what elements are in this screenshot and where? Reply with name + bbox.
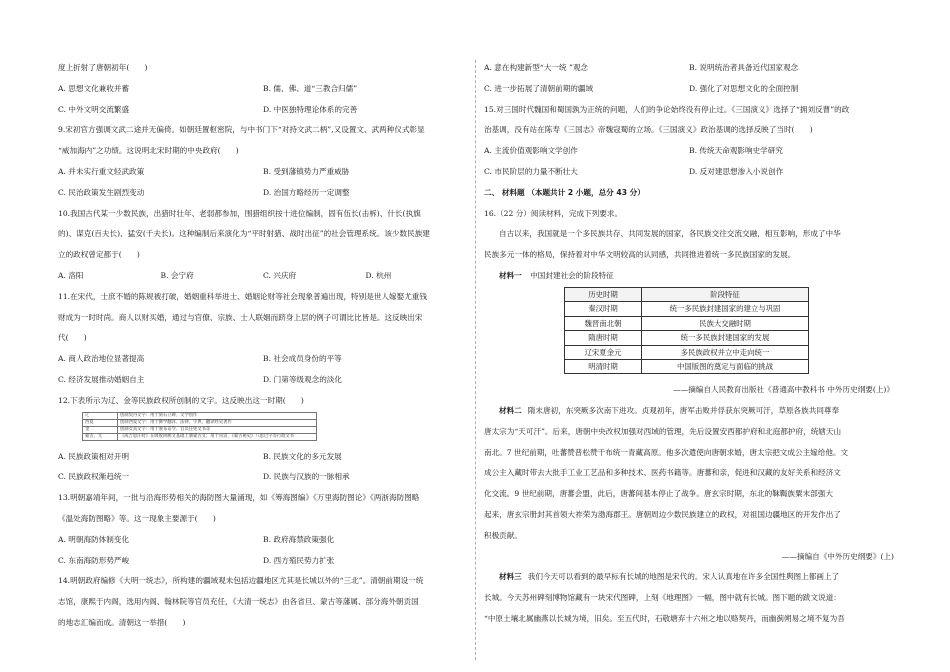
table-row bbox=[83, 419, 317, 426]
q14-option-c: C. 进一步拓展了清朝前期的疆域 bbox=[484, 83, 594, 93]
q16-intro-2: 民族多元一体的格局，保持着对中华文明较高的认同感，共同推进着统一多民族国家的发展。 bbox=[484, 250, 796, 260]
section-2-heading: 二、 材料题 （本题共计 2 小题，总分 43 分） bbox=[484, 187, 645, 197]
material-3-line-2: 长城。今天苏州碑刻博物馆藏有一块宋代图碑，上刻《地理图》一幅，图中就有长城。图下题的跋文说道： bbox=[484, 593, 841, 603]
table-row bbox=[565, 316, 809, 330]
table-row bbox=[565, 302, 809, 316]
table-cell: 统一多民族封建国家的建立与巩固 bbox=[642, 302, 809, 316]
table-cell: 隋唐时期 bbox=[565, 331, 642, 345]
table-cell: 西夏 bbox=[83, 419, 118, 426]
q10-options bbox=[58, 270, 468, 281]
q12-option-b: B. 民族文化的多元发展 bbox=[263, 451, 342, 461]
q10-line-1: 10.我国古代某一少数民族，出猎时壮年、老弱都参加，围猎组织按十进位编制，固有伍长(击柝)、什长(执旗 bbox=[58, 208, 421, 218]
table-row bbox=[83, 426, 317, 433]
q15-option-c: C. 市民阶层的力量不断壮大 bbox=[484, 166, 578, 176]
stage-table bbox=[564, 287, 809, 374]
table-cell: 《成吉思汗时》在吸收回鹘文基础上制蒙古文；用于帛诏、《蒙古秘史》八思巴字等行政文书 bbox=[118, 433, 317, 440]
material-2-line-4: 成公主入藏时带去大批手工业工艺品和多种技术、医药书籍等。唐蕃和亲，促进和汉藏的友好关系和经济文 bbox=[484, 468, 841, 478]
q12-options bbox=[58, 451, 468, 462]
table-cell: 多民族政权并立中走向统一 bbox=[642, 345, 809, 359]
q11-options-2 bbox=[58, 374, 468, 385]
right-column bbox=[484, 62, 894, 624]
q15-option-b: B. 传统天命观影响史学研究 bbox=[689, 146, 783, 156]
material-2-line-3: 南北。7 世纪前期，吐蕃赞普松赞干布统一青藏高原。他多次遣使向唐朝求婚，唐太宗把文成公主嫁给他。文 bbox=[484, 447, 849, 457]
q9-line-1: 9.宋初官方强调文武二途并无偏倚。如朝廷置枢密院，与中书门下“对持文武二柄”,又设置文、武两种仪式彰显 bbox=[58, 125, 425, 135]
material-2-line-1 bbox=[484, 405, 894, 416]
q14-option-a: A. 意在构建新型“大一统 ”观念 bbox=[484, 63, 589, 72]
table-cell: 金 bbox=[83, 426, 118, 433]
q10-option-a: A. 洛阳 bbox=[58, 270, 84, 280]
q11-option-a: A. 商人政治地位显著提高 bbox=[58, 354, 145, 364]
q8-option-b: B. 儒、佛、道“三教合归儒” bbox=[263, 83, 358, 93]
q8-options bbox=[58, 83, 468, 94]
material-1-header bbox=[484, 270, 894, 281]
q15-options-2 bbox=[484, 166, 894, 177]
table-row bbox=[565, 287, 809, 301]
q13-option-c: C. 东南海防形势严峻 bbox=[58, 555, 130, 565]
table-cell: 蒙古、元 bbox=[83, 433, 118, 440]
q12-option-d: D. 民族与汉族的一脉相承 bbox=[263, 472, 350, 482]
material-2-label: 材料二 bbox=[499, 406, 522, 415]
table-row bbox=[565, 331, 809, 345]
table-row bbox=[565, 345, 809, 359]
table-row bbox=[83, 412, 317, 419]
q13-line-1: 13.明朝嘉靖年间，一批与沿海形势相关的海防图大量涌现，如《筹海图编》《万里海防图论》《两浙海防图略 bbox=[58, 493, 420, 503]
q12-script-table bbox=[82, 412, 317, 441]
table-row bbox=[565, 360, 809, 374]
material-2-line-6: 起来，唐玄宗册封其首领大祚荣为渤海郡王。唐朝周边少数民族建立的政权，对祖国边疆地区的开发作出了 bbox=[484, 509, 841, 519]
q15-options bbox=[484, 145, 894, 156]
q8-tail: 度上折射了唐朝初年( ) bbox=[58, 63, 148, 72]
material-1-title: 中国封建社会的阶段特征 bbox=[530, 270, 614, 280]
material-1-label: 材料一 bbox=[499, 270, 522, 280]
q9-option-c: C. 民治政策发生剧烈变动 bbox=[58, 187, 145, 197]
q13-option-a: A. 明朝海防体制变化 bbox=[58, 534, 130, 544]
q16-intro-1: 自古以来，我国就是一个多民族共存、共同发展的国家，各民族交往交流交融，相互影响，形成了中华 bbox=[499, 229, 841, 239]
q10-option-c: C. 兴庆府 bbox=[263, 270, 297, 280]
q8-option-c: C. 中外文明交流繁盛 bbox=[58, 104, 130, 114]
table-row bbox=[83, 433, 317, 440]
q15-line-2: 治基调，没有站在陈寿《三国志》帝魏寇蜀的立场。《三国演义》政治基调的选择反映了当时( ) bbox=[484, 125, 813, 135]
table-cell: 创制西夏文字：用于佛学翻译、法律、字典、翻译经史著作 bbox=[118, 419, 317, 426]
q13-options bbox=[58, 534, 468, 545]
q15-option-d: D. 反对建思想渗入小说创作 bbox=[689, 166, 784, 176]
q12-option-a: A. 民族政策相对开明 bbox=[58, 451, 130, 461]
table-cell: 明清时期 bbox=[565, 360, 642, 374]
q14-option-d: D. 强化了对思想文化的全面控制 bbox=[689, 83, 799, 93]
q14-line-3: 的地志汇编而成。清朝这一举措( ) bbox=[58, 617, 186, 627]
left-column bbox=[58, 62, 468, 628]
q15-line-1: 15.对三国时代魏国和蜀国孰为正统的问题，人们的争论始终没有停止过。《三国演义》选择了“拥刘反曹”的政 bbox=[484, 104, 850, 114]
q13-options-2 bbox=[58, 555, 468, 566]
q11-option-d: D. 门第等级观念的淡化 bbox=[263, 374, 342, 384]
material-3-text: 我们今天可以看到的最早标有长城的地图是宋代的。宋人认真地在许多全国性舆图上都画上了 bbox=[527, 572, 840, 582]
table-cell: 民族大交融时期 bbox=[642, 316, 809, 330]
q10-line-3: 立的政权曾定都于( ) bbox=[58, 250, 140, 260]
q9-option-d: D. 治国方略经历一定调整 bbox=[263, 187, 350, 197]
q13-option-d: D. 西方殖民势力扩张 bbox=[263, 555, 335, 565]
material-3-label: 材料三 bbox=[499, 572, 522, 582]
q11-line-1: 11.在宋代，士庶不婚的陈规被打破，婚姻重科举进士、婚姻论财等社会现象普遍出现，特别是世人嫁娶尤重钱 bbox=[58, 291, 427, 301]
q14-option-b: B. 说明统治者具备近代国家观念 bbox=[689, 63, 799, 72]
q9-option-a: A. 并未实行重文轻武政策 bbox=[58, 166, 145, 176]
q9-options-2 bbox=[58, 187, 468, 198]
q15-option-a: A. 主流价值观影响文学创作 bbox=[484, 146, 578, 156]
material-3-line-1 bbox=[484, 571, 894, 582]
table-cell: 阶段特征 bbox=[642, 287, 809, 301]
table-cell: 魏晋南北朝 bbox=[565, 316, 642, 330]
table-cell: 创制契丹文字：用于刻石立碑、文学创作 bbox=[118, 412, 317, 419]
q10-option-d: D. 杭州 bbox=[365, 270, 392, 280]
table-cell: 辽 bbox=[83, 412, 118, 419]
q8-option-d: D. 中医独特理论体系的完善 bbox=[263, 104, 358, 114]
q16-heading: 16.（22 分）阅读材料，完成下列要求。 bbox=[484, 208, 623, 218]
column-divider bbox=[475, 60, 476, 660]
q11-option-b: B. 社会成员身份的平等 bbox=[263, 354, 342, 364]
material-2-line-7: 积极贡献。 bbox=[484, 530, 522, 540]
table-cell: 历史时期 bbox=[565, 287, 642, 301]
q9-option-b: B. 受到藩镇势力严重威胁 bbox=[263, 166, 350, 176]
q8-option-a: A. 思想文化兼收并蓄 bbox=[58, 83, 130, 93]
q9-line-2: “威加海内”之功绩。这说明北宋时期的中央政府( ) bbox=[58, 146, 239, 156]
q14-line-1: 14.明朝政府编修《大明一统志》，所构建的疆域观未包括边疆地区尤其是长城以外的“三北”。清朝前期设一统 bbox=[58, 576, 424, 586]
table-cell: 辽宋夏金元 bbox=[565, 345, 642, 359]
q11-line-3: 代( ) bbox=[58, 333, 87, 343]
material-2-text: 隋末唐初，东突厥多次南下进攻。贞观初年，唐军击败并俘获东突厥可汗，草原各族共同尊奉 bbox=[527, 406, 840, 415]
table-cell: 创制女真文字：用于颁布诏令、官员任免文书等 bbox=[118, 426, 317, 433]
table-cell: 秦汉时期 bbox=[565, 302, 642, 316]
q12-options-2 bbox=[58, 471, 468, 482]
q13-line-2: 《温处海防图略》等。这一现象主要源于( ) bbox=[58, 513, 216, 523]
material-2-source: ——摘编自《中外历史纲要》(上) bbox=[781, 551, 894, 561]
q14-options-2 bbox=[484, 83, 894, 94]
q9-options bbox=[58, 166, 468, 177]
material-3-line-3: “中原土壤北属幽燕以长城为境，旧矣。至五代时，石敬塘弃十六州之地以赂契丹，而幽蓟朔易之境不复为吾 bbox=[484, 613, 845, 623]
q13-option-b: B. 政府海禁政策强化 bbox=[263, 534, 335, 544]
q11-line-2: 财成为一时时尚。商人以财买婚，通过与官僚、宗族、士人联姻而跻身上层的例子可谓比比皆是。这反映出宋 bbox=[58, 312, 423, 322]
material-2-line-2: 唐太宗为“天可汗”。后来，唐朝中央改权加强对西域的管理，先后设置安西都护府和北庭都护府，统辖天山 bbox=[484, 426, 842, 436]
q11-options bbox=[58, 353, 468, 364]
q12-option-c: C. 民族政权渐趋统一 bbox=[58, 472, 130, 482]
material-2-line-5: 化交流。9 世纪前期，唐蕃会盟，此后，唐蕃间基本停止了战争。唐玄宗时期，东北的靺鞨族粟末部强大 bbox=[484, 489, 833, 499]
q11-option-c: C. 经济发展推动婚姻自主 bbox=[58, 374, 145, 384]
q10-line-2: 的)、谋克(百夫长)、猛安(千夫长)。这种编制后来演化为“平时射猎、战时出征”的社会管理系统。该少数民族建 bbox=[58, 229, 430, 239]
q14-options bbox=[484, 62, 894, 73]
q14-line-2: 志馆，康熙于内阁，选用内阁、翰林院等官员充任，《大清一统志》由各省旦、蒙古等藩属、部分海外朝贡国 bbox=[58, 597, 419, 607]
table-cell: 统一多民族封建国家的发展 bbox=[642, 331, 809, 345]
q8-options-2 bbox=[58, 104, 468, 115]
material-1-source: ——摘编自人民教育出版社《普通高中教科书 中外历史纲要(上)》 bbox=[673, 385, 894, 395]
q12-stem: 12.下表所示为辽、金等民族政权所创制的文字。这反映出这一时期( ) bbox=[58, 395, 304, 405]
table-cell: 中国版图的奠定与面临的挑战 bbox=[642, 360, 809, 374]
q10-option-b: B. 会宁府 bbox=[160, 270, 194, 280]
